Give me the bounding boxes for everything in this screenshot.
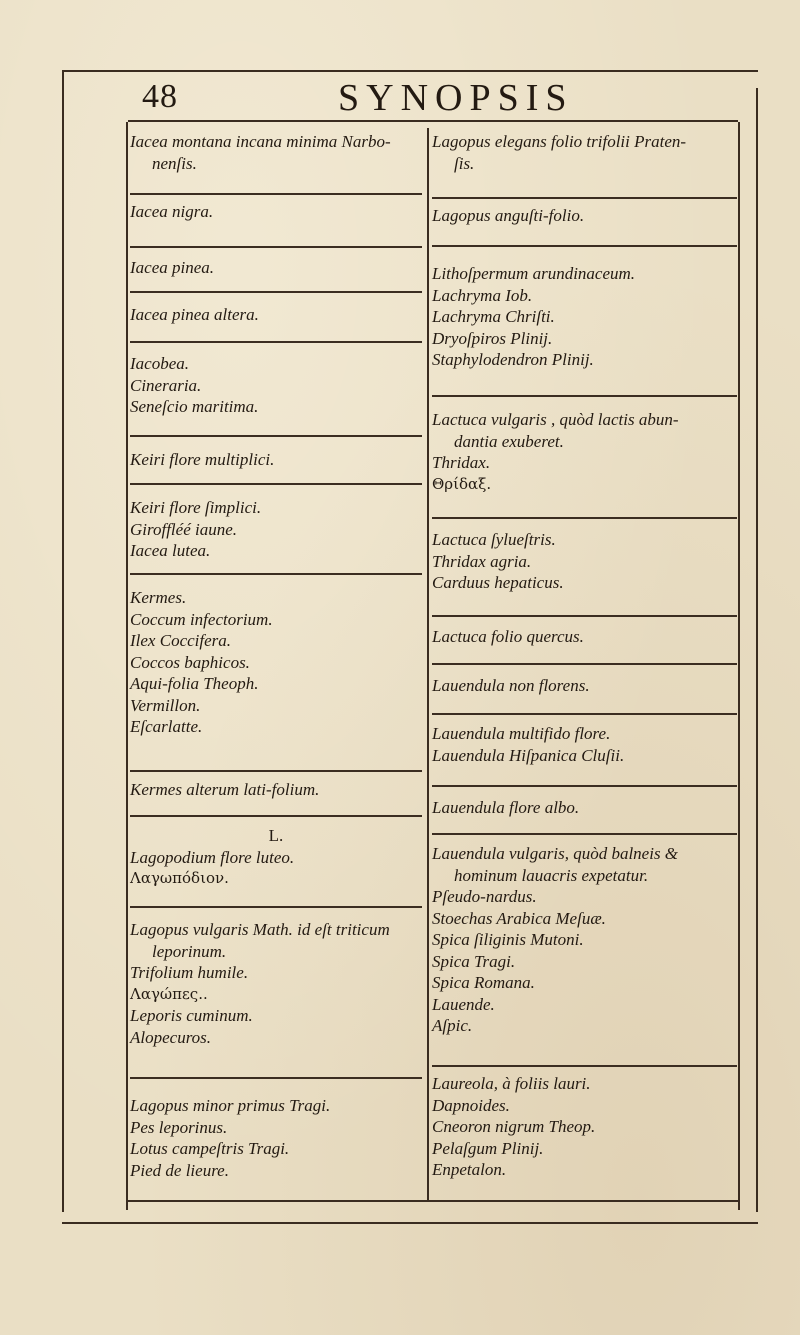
entry-line: Giroffléé iaune. — [130, 519, 238, 539]
entry-separator — [130, 193, 422, 195]
entry-line: nenſis. — [152, 153, 197, 173]
entry-line: Kermes alterum lati-folium. — [130, 780, 320, 799]
entry-line: Thridax. — [432, 453, 491, 472]
entry-line: Lagopus minor primus Tragi. — [130, 1096, 331, 1115]
entry-line: Spica Romana. — [432, 973, 535, 992]
page-number: 48 — [142, 78, 178, 115]
entry-line: Iacea montana incana minima Narbo- — [130, 132, 391, 151]
entry-line: Lotus campeſtris Tragi. — [130, 1139, 290, 1158]
entry-line: Enpetalon. — [432, 1160, 507, 1179]
entry-line: Dapnoides. — [432, 1095, 510, 1115]
entry-separator — [432, 245, 737, 247]
entry-line: Coccum infectorium. — [130, 609, 273, 629]
entry-line: Iacea pinea altera. — [130, 305, 259, 324]
entry-line: Leporis cuminum. — [130, 1006, 253, 1025]
entry-line: Lauendula non florens. — [432, 676, 590, 695]
entry-line: Aqui-folia Theoph. — [130, 674, 259, 693]
entry-line: Iacea lutea. — [130, 541, 211, 560]
entry-line: Staphylodendron Plinij. — [432, 350, 594, 369]
entry-line: Stoechas Arabica Meſuæ. — [432, 908, 606, 928]
entry — [432, 626, 737, 648]
left-column — [130, 127, 422, 1205]
entry — [432, 1073, 737, 1181]
entry-line: Lauendula flore albo. — [432, 798, 580, 817]
entry-line: Iacea pinea. — [130, 258, 215, 277]
entry-line: dantia exuberet. — [454, 431, 564, 451]
entry-separator — [130, 815, 422, 817]
entry — [130, 919, 422, 1048]
entry-separator — [432, 785, 737, 787]
entry-line: Lauende. — [432, 994, 495, 1014]
entry-line: Ilex Coccifera. — [130, 631, 232, 650]
entry-separator — [130, 435, 422, 437]
entry-line: Iacobea. — [130, 354, 190, 373]
entry-line: Seneſcio maritima. — [130, 397, 259, 416]
right-column — [432, 127, 737, 1205]
header-underline — [128, 120, 738, 122]
entry-separator — [432, 663, 737, 665]
entry-line: Λαγώπες.. — [130, 984, 208, 1003]
entry-line: Cineraria. — [130, 375, 202, 395]
entry-line: Pes leporinus. — [130, 1117, 228, 1137]
entry-line: Lactuca folio quercus. — [432, 627, 584, 646]
top-rule — [62, 70, 758, 72]
entry-line: leporinum. — [152, 941, 227, 961]
entry-line: Lauendula vulgaris, quòd balneis & — [432, 844, 679, 863]
entry — [130, 257, 422, 279]
entry — [130, 779, 422, 801]
entry-line: Spica ſiliginis Mutoni. — [432, 930, 584, 949]
inner-right-rule — [738, 122, 740, 1210]
entry-line: Λαγωπόδιον. — [130, 869, 229, 887]
entry-line: Keiri flore multiplici. — [130, 450, 275, 469]
entry — [130, 825, 422, 890]
entry — [130, 201, 422, 223]
entry-line: Aſpic. — [432, 1016, 473, 1035]
entry — [130, 1095, 422, 1181]
entry-line: Alopecuros. — [130, 1027, 212, 1047]
entry-line: Cneoron nigrum Theop. — [432, 1117, 596, 1136]
right-frame-rule — [756, 88, 758, 1212]
entry — [130, 587, 422, 738]
entry-separator — [130, 906, 422, 908]
entry-line: Carduus hepaticus. — [432, 573, 564, 592]
entry-line: Lagopus elegans folio trifolii Praten- — [432, 132, 687, 151]
entry-line: Trifolium humile. — [130, 963, 249, 982]
entry-line: hominum lauacris expetatur. — [454, 865, 649, 885]
entry — [432, 797, 737, 819]
section-letter: L. — [268, 826, 284, 845]
entry-separator — [432, 615, 737, 617]
entry — [432, 675, 737, 697]
entry-line: Lactuca vulgaris , quòd lactis abun- — [432, 410, 679, 429]
left-frame-rule — [62, 70, 64, 1212]
entry-line: Θρίδαξ. — [432, 474, 492, 493]
entry — [432, 843, 737, 1037]
entry-line: Dryoſpiros Plinij. — [432, 328, 553, 348]
entry-separator — [130, 573, 422, 575]
entry — [130, 131, 422, 174]
entry-separator — [130, 483, 422, 485]
entry-separator — [130, 246, 422, 248]
entry-line: Lauendula multifido flore. — [432, 724, 611, 743]
entry-line: Kermes. — [130, 588, 187, 607]
entry-line: Lauendula Hiſpanica Cluſii. — [432, 745, 625, 765]
entry — [432, 131, 737, 174]
entry — [130, 353, 422, 418]
entry-separator — [432, 833, 737, 835]
entry-line: Lactuca ſylueſtris. — [432, 530, 556, 549]
entry-line: Keiri flore ſimplici. — [130, 498, 262, 517]
entry-separator — [432, 395, 737, 397]
entry-line: Iacea nigra. — [130, 202, 214, 221]
entry-line: ſis. — [454, 153, 475, 173]
inner-left-rule — [126, 122, 128, 1210]
entry-line: Lachryma Chriſti. — [432, 307, 555, 326]
entry-line: Vermillon. — [130, 695, 201, 715]
entry-separator — [432, 197, 737, 199]
entry-line: Lithoſpermum arundinaceum. — [432, 264, 636, 283]
entry-line: Coccos baphicos. — [130, 652, 250, 672]
entry-line: Spica Tragi. — [432, 951, 516, 971]
entry — [432, 263, 737, 371]
entry — [432, 409, 737, 495]
entry-separator — [432, 1065, 737, 1067]
entry — [130, 449, 422, 471]
entry-line: Pied de lieure. — [130, 1160, 229, 1180]
entry-separator — [130, 291, 422, 293]
entry-separator — [130, 770, 422, 772]
entry-separator — [432, 713, 737, 715]
entry — [432, 723, 737, 766]
entry-line: Pelaſgum Plinij. — [432, 1138, 544, 1158]
column-divider — [427, 128, 429, 1200]
page-title: SYNOPSIS — [338, 77, 574, 119]
entry — [130, 497, 422, 562]
outer-bottom-rule — [62, 1222, 758, 1224]
entry-line: Thridax agria. — [432, 551, 532, 571]
entry-separator — [130, 341, 422, 343]
entry-line: Lagopus anguſti-folio. — [432, 206, 585, 225]
entry — [432, 205, 737, 227]
entry-separator — [432, 517, 737, 519]
entry-line: Lagopus vulgaris Math. id eſt triticum — [130, 920, 390, 939]
entry-line: Eſcarlatte. — [130, 717, 203, 736]
entry-line: Lachryma Iob. — [432, 285, 533, 305]
entry-line: Lagopodium flore luteo. — [130, 847, 295, 867]
entry-line: Pſeudo-nardus. — [432, 887, 537, 906]
entry-separator — [130, 1077, 422, 1079]
entry — [432, 529, 737, 594]
entry — [130, 304, 422, 326]
entry-line: Laureola, à foliis lauri. — [432, 1074, 591, 1093]
